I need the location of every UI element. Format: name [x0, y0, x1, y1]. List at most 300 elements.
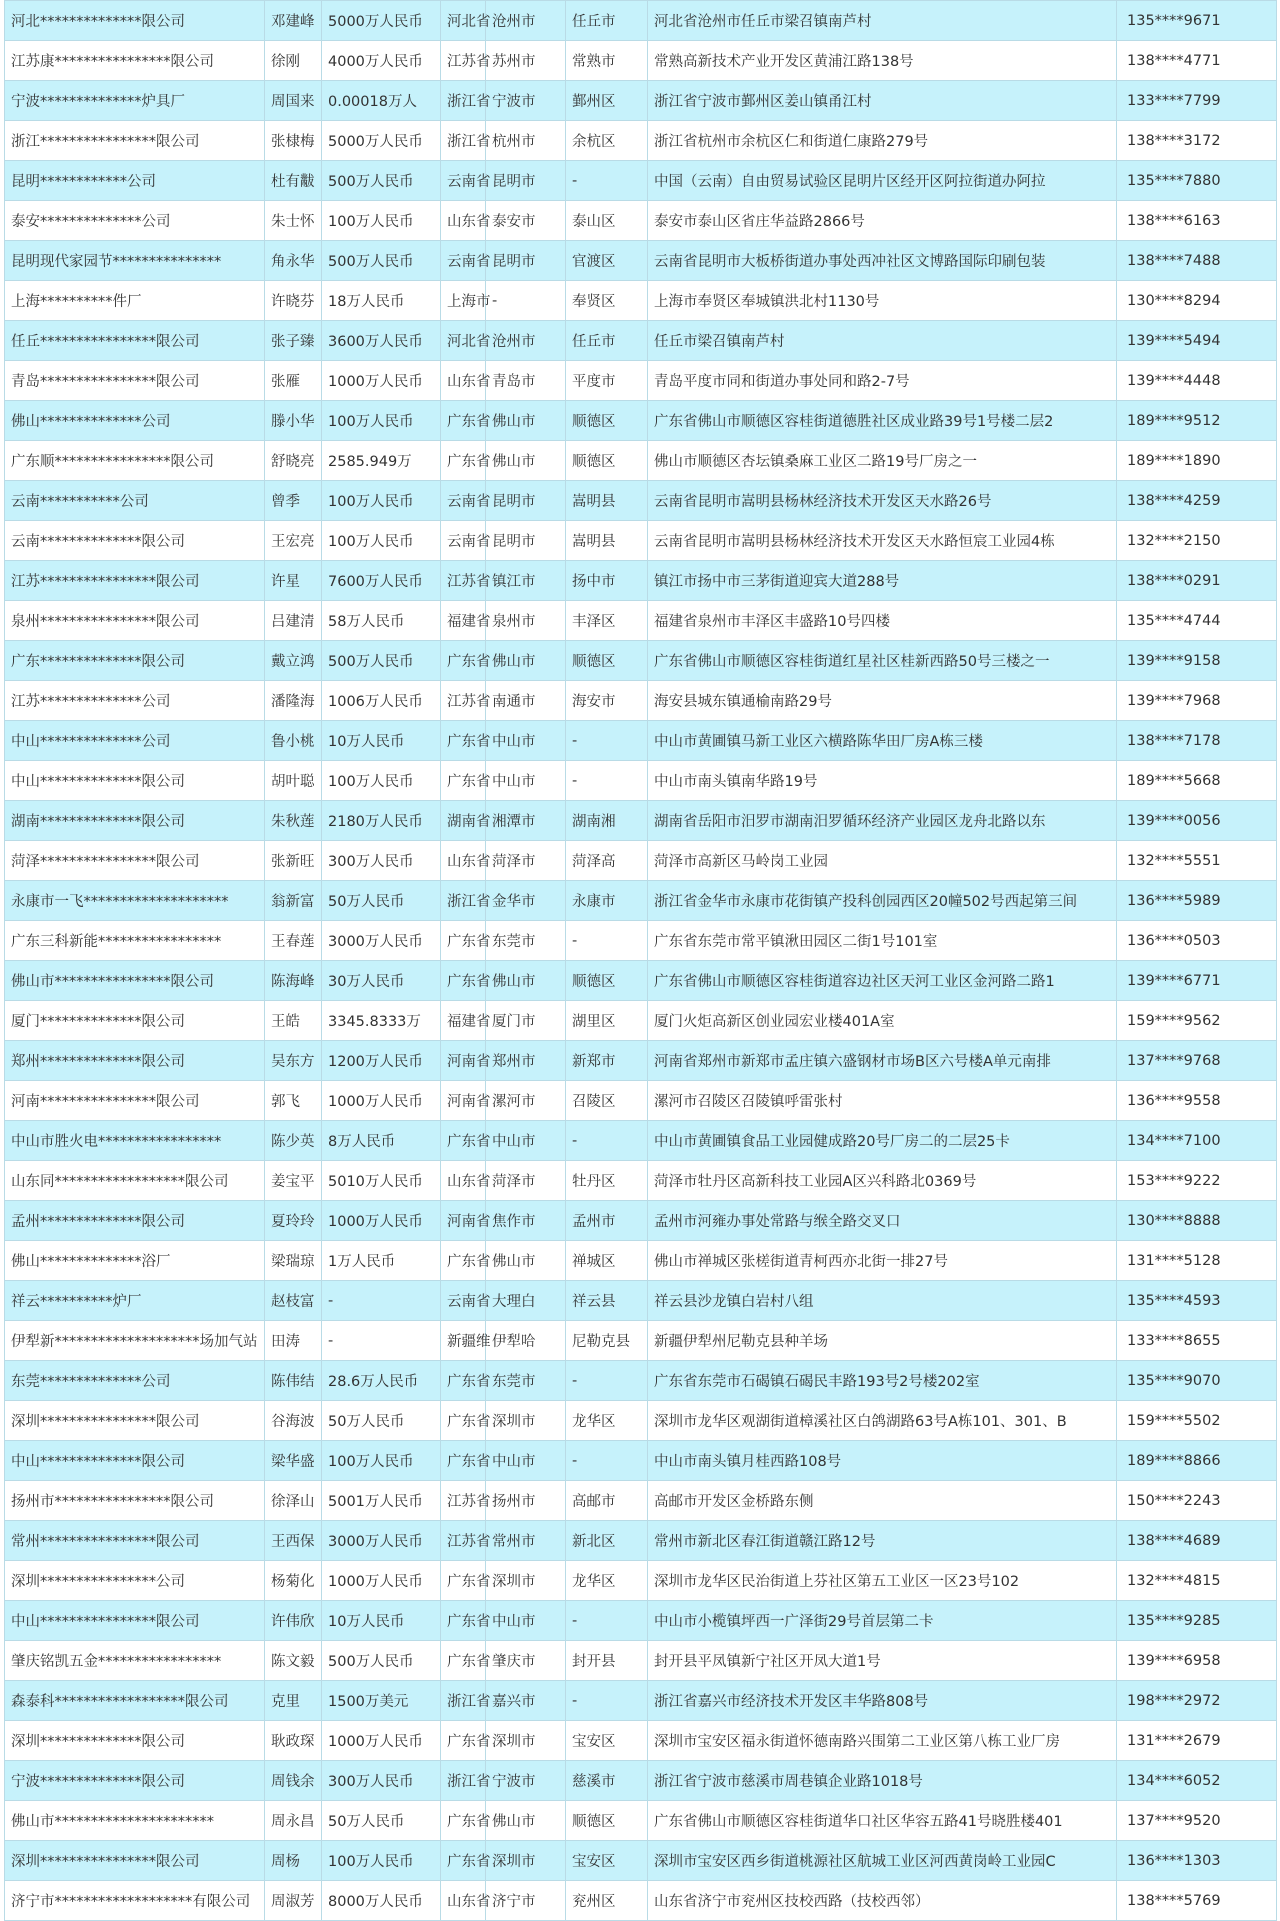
company-name-cell: 江苏**************公司	[5, 681, 265, 721]
province-cell: 浙江省	[441, 881, 486, 921]
contact-person-cell: 克里	[265, 1681, 322, 1721]
table-row	[5, 601, 1277, 641]
company-name-cell: 扬州市****************限公司	[5, 1481, 265, 1521]
address-cell: 云南省昆明市大板桥街道办事处西冲社区文博路国际印刷包装	[648, 241, 1117, 281]
table-row	[5, 1001, 1277, 1041]
district-cell: 永康市	[566, 881, 648, 921]
table-row	[5, 1081, 1277, 1121]
company-name-cell: 东莞**************公司	[5, 1361, 265, 1401]
table-row	[5, 561, 1277, 601]
registered-capital-cell: 1000万人民币	[322, 1721, 441, 1761]
contact-person-cell: 耿政琛	[265, 1721, 322, 1761]
district-cell: 海安市	[566, 681, 648, 721]
table-row	[5, 481, 1277, 521]
phone-cell: 130****8888	[1117, 1201, 1277, 1241]
address-cell: 浙江省宁波市鄞州区姜山镇甬江村	[648, 81, 1117, 121]
phone-cell: 135****9671	[1117, 1, 1277, 41]
district-cell: 新北区	[566, 1521, 648, 1561]
district-cell: 泰山区	[566, 201, 648, 241]
company-name-cell: 宁波**************炉具厂	[5, 81, 265, 121]
company-name-cell: 昆明************公司	[5, 161, 265, 201]
province-cell: 江苏省	[441, 681, 486, 721]
province-cell: 广东省	[441, 961, 486, 1001]
district-cell: 平度市	[566, 361, 648, 401]
address-cell: 广东省佛山市顺德区容桂街道红星社区桂新西路50号三楼之一	[648, 641, 1117, 681]
table-row	[5, 1721, 1277, 1761]
registered-capital-cell: 5000万人民币	[322, 121, 441, 161]
district-cell: 宝安区	[566, 1721, 648, 1761]
district-cell: 龙华区	[566, 1401, 648, 1441]
contact-person-cell: 赵枝富	[265, 1281, 322, 1321]
table-row	[5, 1681, 1277, 1721]
contact-person-cell: 周国来	[265, 81, 322, 121]
contact-person-cell: 朱士怀	[265, 201, 322, 241]
company-name-cell: 江苏****************限公司	[5, 561, 265, 601]
phone-cell: 139****0056	[1117, 801, 1277, 841]
company-name-cell: 河南****************限公司	[5, 1081, 265, 1121]
phone-cell: 133****8655	[1117, 1321, 1277, 1361]
registered-capital-cell: 100万人民币	[322, 761, 441, 801]
province-cell: 广东省	[441, 1561, 486, 1601]
province-cell: 山东省	[441, 841, 486, 881]
city-cell: 东莞市	[486, 1361, 566, 1401]
address-cell: 广东省佛山市顺德区容桂街道容边社区天河工业区金河路二路1	[648, 961, 1117, 1001]
phone-cell: 139****4448	[1117, 361, 1277, 401]
table-row	[5, 1841, 1277, 1881]
table-row	[5, 1401, 1277, 1441]
address-cell: 云南省昆明市嵩明县杨林经济技术开发区天水路恒宸工业园4栋	[648, 521, 1117, 561]
table-row	[5, 801, 1277, 841]
phone-cell: 139****5494	[1117, 321, 1277, 361]
company-name-cell: 云南***********公司	[5, 481, 265, 521]
city-cell: 佛山市	[486, 1241, 566, 1281]
address-cell: 深圳市龙华区观湖街道樟溪社区白鸽湖路63号A栋101、301、B	[648, 1401, 1117, 1441]
registered-capital-cell: 100万人民币	[322, 481, 441, 521]
company-name-cell: 孟州**************限公司	[5, 1201, 265, 1241]
city-cell: 沧州市	[486, 1, 566, 41]
province-cell: 广东省	[441, 1121, 486, 1161]
table-row	[5, 1, 1277, 41]
address-cell: 中山市黄圃镇马新工业区六横路陈华田厂房A栋三楼	[648, 721, 1117, 761]
district-cell: 祥云县	[566, 1281, 648, 1321]
registered-capital-cell: 8万人民币	[322, 1121, 441, 1161]
address-cell: 新疆伊犁州尼勒克县种羊场	[648, 1321, 1117, 1361]
registered-capital-cell: 100万人民币	[322, 1841, 441, 1881]
registered-capital-cell: 3345.8333万	[322, 1001, 441, 1041]
registered-capital-cell: 50万人民币	[322, 1401, 441, 1441]
province-cell: 广东省	[441, 1841, 486, 1881]
registered-capital-cell: 1000万人民币	[322, 1081, 441, 1121]
city-cell: 杭州市	[486, 121, 566, 161]
province-cell: 广东省	[441, 1401, 486, 1441]
contact-person-cell: 陈伟结	[265, 1361, 322, 1401]
table-row	[5, 521, 1277, 561]
address-cell: 常熟高新技术产业开发区黄浦江路138号	[648, 41, 1117, 81]
table-row	[5, 961, 1277, 1001]
province-cell: 山东省	[441, 361, 486, 401]
city-cell: 中山市	[486, 721, 566, 761]
address-cell: 深圳市龙华区民治街道上芬社区第五工业区一区23号102	[648, 1561, 1117, 1601]
company-name-cell: 湖南**************限公司	[5, 801, 265, 841]
city-cell: 佛山市	[486, 441, 566, 481]
address-cell: 佛山市顺德区杏坛镇桑麻工业区二路19号厂房之一	[648, 441, 1117, 481]
address-cell: 广东省佛山市顺德区容桂街道华口社区华容五路41号晓胜楼401	[648, 1801, 1117, 1841]
province-cell: 广东省	[441, 641, 486, 681]
phone-cell: 132****5551	[1117, 841, 1277, 881]
province-cell: 江苏省	[441, 561, 486, 601]
address-cell: 漯河市召陵区召陵镇呼雷张村	[648, 1081, 1117, 1121]
district-cell: -	[566, 1121, 648, 1161]
province-cell: 河南省	[441, 1041, 486, 1081]
city-cell: 佛山市	[486, 1801, 566, 1841]
city-cell: 佛山市	[486, 641, 566, 681]
district-cell: 牡丹区	[566, 1161, 648, 1201]
registered-capital-cell: 7600万人民币	[322, 561, 441, 601]
province-cell: 江苏省	[441, 1481, 486, 1521]
registered-capital-cell: 10万人民币	[322, 721, 441, 761]
table-row	[5, 361, 1277, 401]
contact-person-cell: 徐刚	[265, 41, 322, 81]
city-cell: 中山市	[486, 761, 566, 801]
registered-capital-cell: -	[322, 1321, 441, 1361]
address-cell: 上海市奉贤区奉城镇洪北村1130号	[648, 281, 1117, 321]
phone-cell: 138****4771	[1117, 41, 1277, 81]
registered-capital-cell: 1000万人民币	[322, 1561, 441, 1601]
province-cell: 浙江省	[441, 121, 486, 161]
company-name-cell: 佛山市****************限公司	[5, 961, 265, 1001]
district-cell: -	[566, 1681, 648, 1721]
city-cell: 沧州市	[486, 321, 566, 361]
address-cell: 浙江省嘉兴市经济技术开发区丰华路808号	[648, 1681, 1117, 1721]
province-cell: 广东省	[441, 1721, 486, 1761]
registered-capital-cell: 500万人民币	[322, 161, 441, 201]
address-cell: 佛山市禅城区张槎街道青柯西亦北街一排27号	[648, 1241, 1117, 1281]
phone-cell: 150****2243	[1117, 1481, 1277, 1521]
contact-person-cell: 胡叶聪	[265, 761, 322, 801]
phone-cell: 189****1890	[1117, 441, 1277, 481]
city-cell: 佛山市	[486, 401, 566, 441]
address-cell: 福建省泉州市丰泽区丰盛路10号四楼	[648, 601, 1117, 641]
phone-cell: 159****9562	[1117, 1001, 1277, 1041]
registered-capital-cell: 8000万人民币	[322, 1881, 441, 1921]
contact-person-cell: 鲁小桃	[265, 721, 322, 761]
city-cell: 大理白	[486, 1281, 566, 1321]
contact-person-cell: 陈少英	[265, 1121, 322, 1161]
district-cell: 任丘市	[566, 321, 648, 361]
contact-person-cell: 陈海峰	[265, 961, 322, 1001]
contact-person-cell: 吕建清	[265, 601, 322, 641]
company-name-cell: 深圳****************公司	[5, 1561, 265, 1601]
phone-cell: 138****4259	[1117, 481, 1277, 521]
district-cell: 龙华区	[566, 1561, 648, 1601]
registered-capital-cell: 1万人民币	[322, 1241, 441, 1281]
address-cell: 深圳市宝安区福永街道怀德南路兴围第二工业区第八栋工业厂房	[648, 1721, 1117, 1761]
registered-capital-cell: 100万人民币	[322, 521, 441, 561]
phone-cell: 134****7100	[1117, 1121, 1277, 1161]
registered-capital-cell: 0.00018万人	[322, 81, 441, 121]
company-name-cell: 郑州**************限公司	[5, 1041, 265, 1081]
registered-capital-cell: 1200万人民币	[322, 1041, 441, 1081]
table-row	[5, 41, 1277, 81]
company-name-cell: 广东顺****************限公司	[5, 441, 265, 481]
table-row	[5, 161, 1277, 201]
city-cell: 深圳市	[486, 1401, 566, 1441]
company-name-cell: 中山**************限公司	[5, 761, 265, 801]
contact-person-cell: 周钱余	[265, 1761, 322, 1801]
district-cell: -	[566, 1441, 648, 1481]
city-cell: 扬州市	[486, 1481, 566, 1521]
address-cell: 中山市黄圃镇食品工业园健成路20号厂房二的二层25卡	[648, 1121, 1117, 1161]
city-cell: 宁波市	[486, 81, 566, 121]
contact-person-cell: 周永昌	[265, 1801, 322, 1841]
registered-capital-cell: 300万人民币	[322, 1761, 441, 1801]
city-cell: 郑州市	[486, 1041, 566, 1081]
province-cell: 江苏省	[441, 1521, 486, 1561]
district-cell: 顺德区	[566, 1801, 648, 1841]
province-cell: 河南省	[441, 1081, 486, 1121]
address-cell: 菏泽市牡丹区高新科技工业园A区兴科路北0369号	[648, 1161, 1117, 1201]
company-name-cell: 济宁市*******************有限公司	[5, 1881, 265, 1921]
phone-cell: 198****2972	[1117, 1681, 1277, 1721]
company-name-cell: 深圳**************限公司	[5, 1721, 265, 1761]
phone-cell: 136****1303	[1117, 1841, 1277, 1881]
city-cell: 昆明市	[486, 521, 566, 561]
city-cell: 伊犁哈	[486, 1321, 566, 1361]
contact-person-cell: 角永华	[265, 241, 322, 281]
province-cell: 浙江省	[441, 1681, 486, 1721]
district-cell: -	[566, 721, 648, 761]
table-row	[5, 841, 1277, 881]
address-cell: 中山市小榄镇坪西一广泽街29号首层第二卡	[648, 1601, 1117, 1641]
phone-cell: 138****7178	[1117, 721, 1277, 761]
company-name-cell: 山东同******************限公司	[5, 1161, 265, 1201]
contact-person-cell: 徐泽山	[265, 1481, 322, 1521]
phone-cell: 135****4593	[1117, 1281, 1277, 1321]
phone-cell: 139****6958	[1117, 1641, 1277, 1681]
company-name-cell: 菏泽****************限公司	[5, 841, 265, 881]
province-cell: 广东省	[441, 1601, 486, 1641]
company-name-cell: 中山**************限公司	[5, 1441, 265, 1481]
table-row	[5, 1881, 1277, 1921]
province-cell: 广东省	[441, 921, 486, 961]
district-cell: 顺德区	[566, 401, 648, 441]
address-cell: 任丘市梁召镇南芦村	[648, 321, 1117, 361]
table-row	[5, 441, 1277, 481]
district-cell: 官渡区	[566, 241, 648, 281]
contact-person-cell: 戴立鸿	[265, 641, 322, 681]
district-cell: 禅城区	[566, 1241, 648, 1281]
registered-capital-cell: 1500万美元	[322, 1681, 441, 1721]
province-cell: 广东省	[441, 1801, 486, 1841]
address-cell: 中山市南头镇南华路19号	[648, 761, 1117, 801]
district-cell: 菏泽高	[566, 841, 648, 881]
company-name-cell: 任丘****************限公司	[5, 321, 265, 361]
company-name-cell: 青岛****************限公司	[5, 361, 265, 401]
table-row	[5, 921, 1277, 961]
phone-cell: 139****6771	[1117, 961, 1277, 1001]
province-cell: 福建省	[441, 601, 486, 641]
company-name-cell: 永康市一飞********************	[5, 881, 265, 921]
registered-capital-cell: 500万人民币	[322, 641, 441, 681]
city-cell: 昆明市	[486, 241, 566, 281]
address-cell: 广东省佛山市顺德区容桂街道德胜社区成业路39号1号楼二层2	[648, 401, 1117, 441]
registered-capital-cell: 18万人民币	[322, 281, 441, 321]
company-name-cell: 中山**************公司	[5, 721, 265, 761]
phone-cell: 137****9520	[1117, 1801, 1277, 1841]
phone-cell: 135****9070	[1117, 1361, 1277, 1401]
company-name-cell: 伊犁新********************场加气站	[5, 1321, 265, 1361]
city-cell: 常州市	[486, 1521, 566, 1561]
phone-cell: 132****4815	[1117, 1561, 1277, 1601]
table-row	[5, 1121, 1277, 1161]
province-cell: 云南省	[441, 521, 486, 561]
address-cell: 海安县城东镇通榆南路29号	[648, 681, 1117, 721]
city-cell: 青岛市	[486, 361, 566, 401]
district-cell: 孟州市	[566, 1201, 648, 1241]
contact-person-cell: 杨菊化	[265, 1561, 322, 1601]
district-cell: -	[566, 1601, 648, 1641]
company-name-cell: 昆明现代家园节***************	[5, 241, 265, 281]
address-cell: 镇江市扬中市三茅街道迎宾大道288号	[648, 561, 1117, 601]
phone-cell: 138****7488	[1117, 241, 1277, 281]
contact-person-cell: 舒晓亮	[265, 441, 322, 481]
province-cell: 广东省	[441, 1441, 486, 1481]
phone-cell: 131****5128	[1117, 1241, 1277, 1281]
province-cell: 江苏省	[441, 41, 486, 81]
registered-capital-cell: 2180万人民币	[322, 801, 441, 841]
registered-capital-cell: 1000万人民币	[322, 361, 441, 401]
phone-cell: 138****3172	[1117, 121, 1277, 161]
district-cell: 尼勒克县	[566, 1321, 648, 1361]
company-name-cell: 上海**********件厂	[5, 281, 265, 321]
city-cell: 中山市	[486, 1601, 566, 1641]
phone-cell: 135****7880	[1117, 161, 1277, 201]
table-row	[5, 201, 1277, 241]
phone-cell: 136****5989	[1117, 881, 1277, 921]
phone-cell: 131****2679	[1117, 1721, 1277, 1761]
table-row	[5, 721, 1277, 761]
table-row	[5, 1161, 1277, 1201]
address-cell: 浙江省杭州市余杭区仁和街道仁康路279号	[648, 121, 1117, 161]
city-cell: 昆明市	[486, 481, 566, 521]
address-cell: 广东省东莞市石碣镇石碣民丰路193号2号楼202室	[648, 1361, 1117, 1401]
city-cell: 菏泽市	[486, 1161, 566, 1201]
district-cell: -	[566, 761, 648, 801]
city-cell: 宁波市	[486, 1761, 566, 1801]
phone-cell: 136****9558	[1117, 1081, 1277, 1121]
district-cell: 湖南湘	[566, 801, 648, 841]
phone-cell: 137****9768	[1117, 1041, 1277, 1081]
company-name-cell: 肇庆铭凯五金*****************	[5, 1641, 265, 1681]
company-name-cell: 广东**************限公司	[5, 641, 265, 681]
city-cell: 东莞市	[486, 921, 566, 961]
contact-person-cell: 谷海波	[265, 1401, 322, 1441]
table-row	[5, 1601, 1277, 1641]
contact-person-cell: 张子臻	[265, 321, 322, 361]
table-row	[5, 81, 1277, 121]
table-row	[5, 1361, 1277, 1401]
contact-person-cell: 田涛	[265, 1321, 322, 1361]
company-name-cell: 常州****************限公司	[5, 1521, 265, 1561]
city-cell: 漯河市	[486, 1081, 566, 1121]
province-cell: 河北省	[441, 321, 486, 361]
city-cell: 菏泽市	[486, 841, 566, 881]
city-cell: 泰安市	[486, 201, 566, 241]
table-row	[5, 1561, 1277, 1601]
registered-capital-cell: -	[322, 1281, 441, 1321]
address-cell: 泰安市泰山区省庄华益路2866号	[648, 201, 1117, 241]
contact-person-cell: 郭飞	[265, 1081, 322, 1121]
city-cell: 泉州市	[486, 601, 566, 641]
address-cell: 浙江省宁波市慈溪市周巷镇企业路1018号	[648, 1761, 1117, 1801]
contact-person-cell: 吴东方	[265, 1041, 322, 1081]
province-cell: 福建省	[441, 1001, 486, 1041]
city-cell: 深圳市	[486, 1841, 566, 1881]
city-cell: 苏州市	[486, 41, 566, 81]
city-cell: 南通市	[486, 681, 566, 721]
registered-capital-cell: 100万人民币	[322, 201, 441, 241]
address-cell: 孟州市河雍办事处常路与缑全路交叉口	[648, 1201, 1117, 1241]
province-cell: 山东省	[441, 1161, 486, 1201]
province-cell: 湖南省	[441, 801, 486, 841]
phone-cell: 135****9285	[1117, 1601, 1277, 1641]
company-name-cell: 中山****************限公司	[5, 1601, 265, 1641]
phone-cell: 189****5668	[1117, 761, 1277, 801]
company-name-cell: 江苏康****************限公司	[5, 41, 265, 81]
contact-person-cell: 梁华盛	[265, 1441, 322, 1481]
district-cell: 新郑市	[566, 1041, 648, 1081]
contact-person-cell: 邓建峰	[265, 1, 322, 41]
province-cell: 河北省	[441, 1, 486, 41]
table-row	[5, 1321, 1277, 1361]
table-row	[5, 1481, 1277, 1521]
district-cell: 高邮市	[566, 1481, 648, 1521]
registered-capital-cell: 50万人民币	[322, 1801, 441, 1841]
province-cell: 山东省	[441, 1881, 486, 1921]
province-cell: 河南省	[441, 1201, 486, 1241]
table-row	[5, 881, 1277, 921]
table-row	[5, 1201, 1277, 1241]
city-cell: 焦作市	[486, 1201, 566, 1241]
province-cell: 广东省	[441, 441, 486, 481]
district-cell: 兖州区	[566, 1881, 648, 1921]
contact-person-cell: 王宏亮	[265, 521, 322, 561]
company-name-cell: 森泰科******************限公司	[5, 1681, 265, 1721]
table-row	[5, 281, 1277, 321]
district-cell: 宝安区	[566, 1841, 648, 1881]
registered-capital-cell: 30万人民币	[322, 961, 441, 1001]
registered-capital-cell: 1006万人民币	[322, 681, 441, 721]
province-cell: 广东省	[441, 1641, 486, 1681]
address-cell: 深圳市宝安区西乡街道桃源社区航城工业区河西黄岗岭工业园C	[648, 1841, 1117, 1881]
registered-capital-cell: 3000万人民币	[322, 921, 441, 961]
district-cell: -	[566, 921, 648, 961]
province-cell: 云南省	[441, 161, 486, 201]
contact-person-cell: 潘隆海	[265, 681, 322, 721]
district-cell: 顺德区	[566, 441, 648, 481]
address-cell: 祥云县沙龙镇白岩村八组	[648, 1281, 1117, 1321]
company-name-cell: 河北**************限公司	[5, 1, 265, 41]
phone-cell: 133****7799	[1117, 81, 1277, 121]
district-cell: 鄞州区	[566, 81, 648, 121]
address-cell: 中山市南头镇月桂西路108号	[648, 1441, 1117, 1481]
city-cell: 中山市	[486, 1121, 566, 1161]
district-cell: 嵩明县	[566, 481, 648, 521]
district-cell: 封开县	[566, 1641, 648, 1681]
registered-capital-cell: 3000万人民币	[322, 1521, 441, 1561]
phone-cell: 135****4744	[1117, 601, 1277, 641]
city-cell: 深圳市	[486, 1561, 566, 1601]
